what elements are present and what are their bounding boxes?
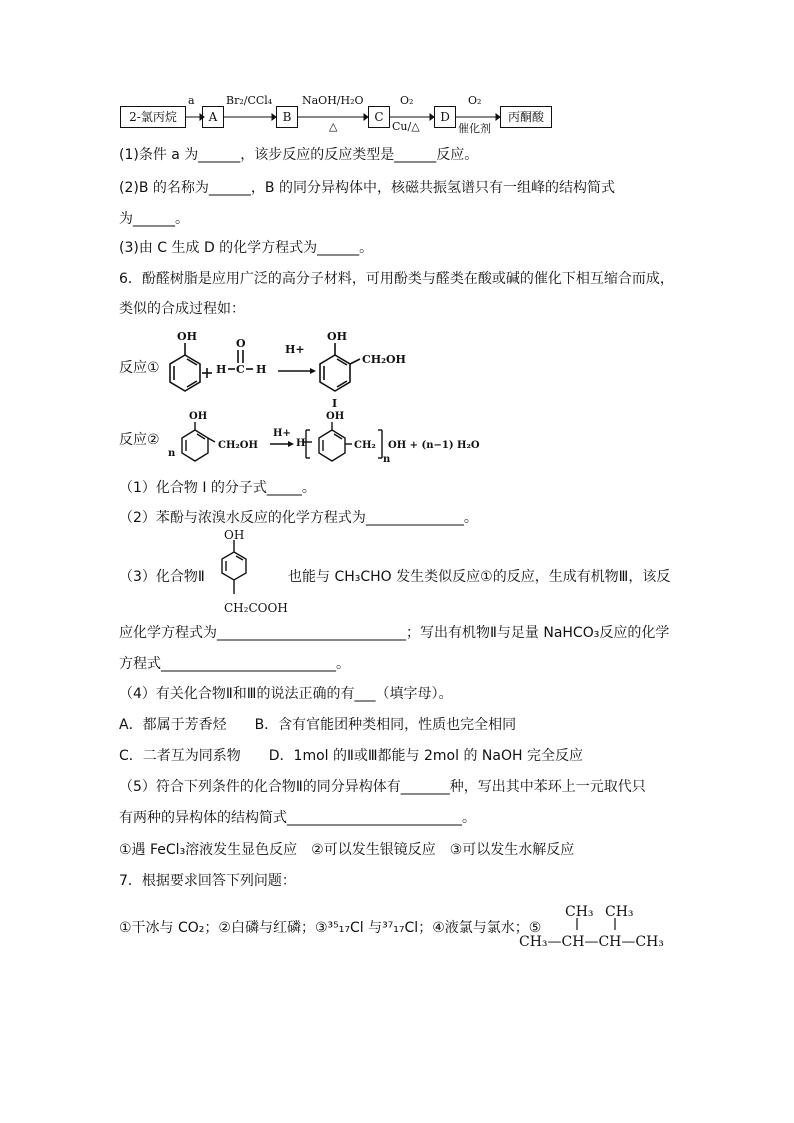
q6-sub3d: 方程式_________________________。 [119, 656, 350, 672]
flow-condition-a: a [188, 94, 195, 107]
flow-box-A: A [202, 106, 224, 128]
q6-sub5a: （5）符合下列条件的化合物Ⅱ的同分异构体有_______种，写出其中苯环上一元取代只 [119, 779, 646, 795]
r1-catalyst: H+ [285, 343, 305, 356]
r1-c: C [236, 363, 245, 376]
compound-2-oh: OH [224, 528, 245, 542]
q5-part3: (3)由 C 生成 D 的化学方程式为______。 [119, 240, 374, 256]
r2-sub-n: n [383, 454, 391, 465]
r1-ch2oh: CH₂OH [362, 353, 406, 366]
flow-box-D: D [434, 106, 456, 128]
flow-box-C: C [368, 106, 390, 128]
q6-sub3a: （3）化合物Ⅱ [119, 569, 205, 585]
r2-ch2: CH₂ [354, 440, 376, 451]
q6-sub5-conditions: ①遇 FeCl₃溶液发生显色反应 ②可以发生银镜反应 ③可以发生水解反应 [119, 842, 575, 858]
r1-h2: H [256, 363, 267, 376]
q6-intro-2: 类似的合成过程如： [119, 301, 245, 317]
r1-product-oh: OH [327, 330, 347, 343]
q6-sub3b: 也能与 CH₃CHO 发生类似反应①的反应，生成有机物Ⅲ，该反 [288, 569, 671, 585]
flow-reagent-3-cond: Cu/△ [392, 120, 420, 133]
flow-box-B: B [276, 106, 298, 128]
q6-sub1: （1）化合物 I 的分子式_____。 [119, 480, 316, 496]
q6-intro-1: 6．酚醛树脂是应用广泛的高分子材料，可用酚类与醛类在酸或碱的催化下相互缩合而成， [119, 271, 674, 287]
q6-sub4-options-cd: C．二者互为同系物 D．1mol 的Ⅱ或Ⅲ都能与 2mol 的 NaOH 完全反应 [119, 748, 583, 764]
r2-tail: OH + (n−1) H₂O [388, 440, 480, 451]
r1-o: O [236, 337, 246, 350]
flow-reagent-1: Br₂/CCl₄ [226, 94, 273, 107]
reaction-2-scheme [160, 410, 490, 470]
q7-structure-5 [515, 900, 680, 955]
flow-reagent-4: O₂ [468, 94, 482, 107]
r2-catalyst: H+ [273, 428, 291, 439]
q6-sub4: （4）有关化合物Ⅱ和Ⅲ的说法正确的有___（填字母）。 [119, 686, 453, 702]
q6-sub5b: 有两种的异构体的结构简式_________________________。 [119, 810, 476, 826]
flow-reagent-2: NaOH/H₂O [302, 94, 364, 107]
q6-sub4-options-ab: A．都属于芳香烃 B．含有官能团种类相同，性质也完全相同 [119, 717, 517, 733]
flow-arrows [0, 0, 794, 140]
q5-part2a: (2)B 的名称为______，B 的同分异构体中，核磁共振氢谱只有一组峰的结构简式 [119, 180, 615, 196]
r2-n: n [168, 448, 176, 459]
q5-part2b: 为______。 [119, 211, 189, 227]
q6-sub3c: 应化学方程式为___________________________；写出有机物Ⅱ与足量 NaHCO₃反应的化学 [119, 625, 670, 641]
q7-ch3-b: CH₃ [605, 904, 634, 920]
reaction-1-scheme [160, 325, 450, 410]
flow-reagent-2-heat: △ [329, 120, 338, 133]
compound-2-ch2cooh: CH₂COOH [224, 601, 288, 615]
reaction-2-label: 反应② [119, 432, 160, 448]
compound-2-structure [210, 528, 290, 623]
r2-h: H [296, 438, 306, 449]
r1-product-label: I [332, 397, 338, 410]
q7-main-chain: CH₃—CH—CH—CH₃ [519, 934, 664, 950]
r1-oh: OH [177, 330, 197, 343]
q6-sub2: （2）苯酚与浓溴水反应的化学方程式为______________。 [119, 510, 478, 526]
q5-part1: (1)条件 a 为______，该步反应的反应类型是______反应。 [119, 147, 479, 163]
r2-ch2oh: CH₂OH [218, 440, 258, 451]
flow-reagent-3: O₂ [400, 94, 414, 107]
flow-end-box: 丙酮酸 [500, 106, 552, 128]
flow-start-box: 2-氯丙烷 [120, 106, 186, 128]
q7-intro: 7．根据要求回答下列问题： [119, 873, 296, 889]
r2-oh: OH [189, 411, 208, 422]
r1-h: H [216, 363, 227, 376]
q7-items: ①干冰与 CO₂；②白磷与红磷；③³⁵₁₇Cl 与³⁷₁₇Cl；④液氯与氯水；⑤ [119, 920, 542, 936]
r2-polymer-oh: OH [326, 411, 345, 422]
q7-ch3-a: CH₃ [565, 904, 594, 920]
flow-reagent-4-cat: 催化剂 [458, 122, 491, 135]
reaction-1-label: 反应① [119, 360, 160, 376]
